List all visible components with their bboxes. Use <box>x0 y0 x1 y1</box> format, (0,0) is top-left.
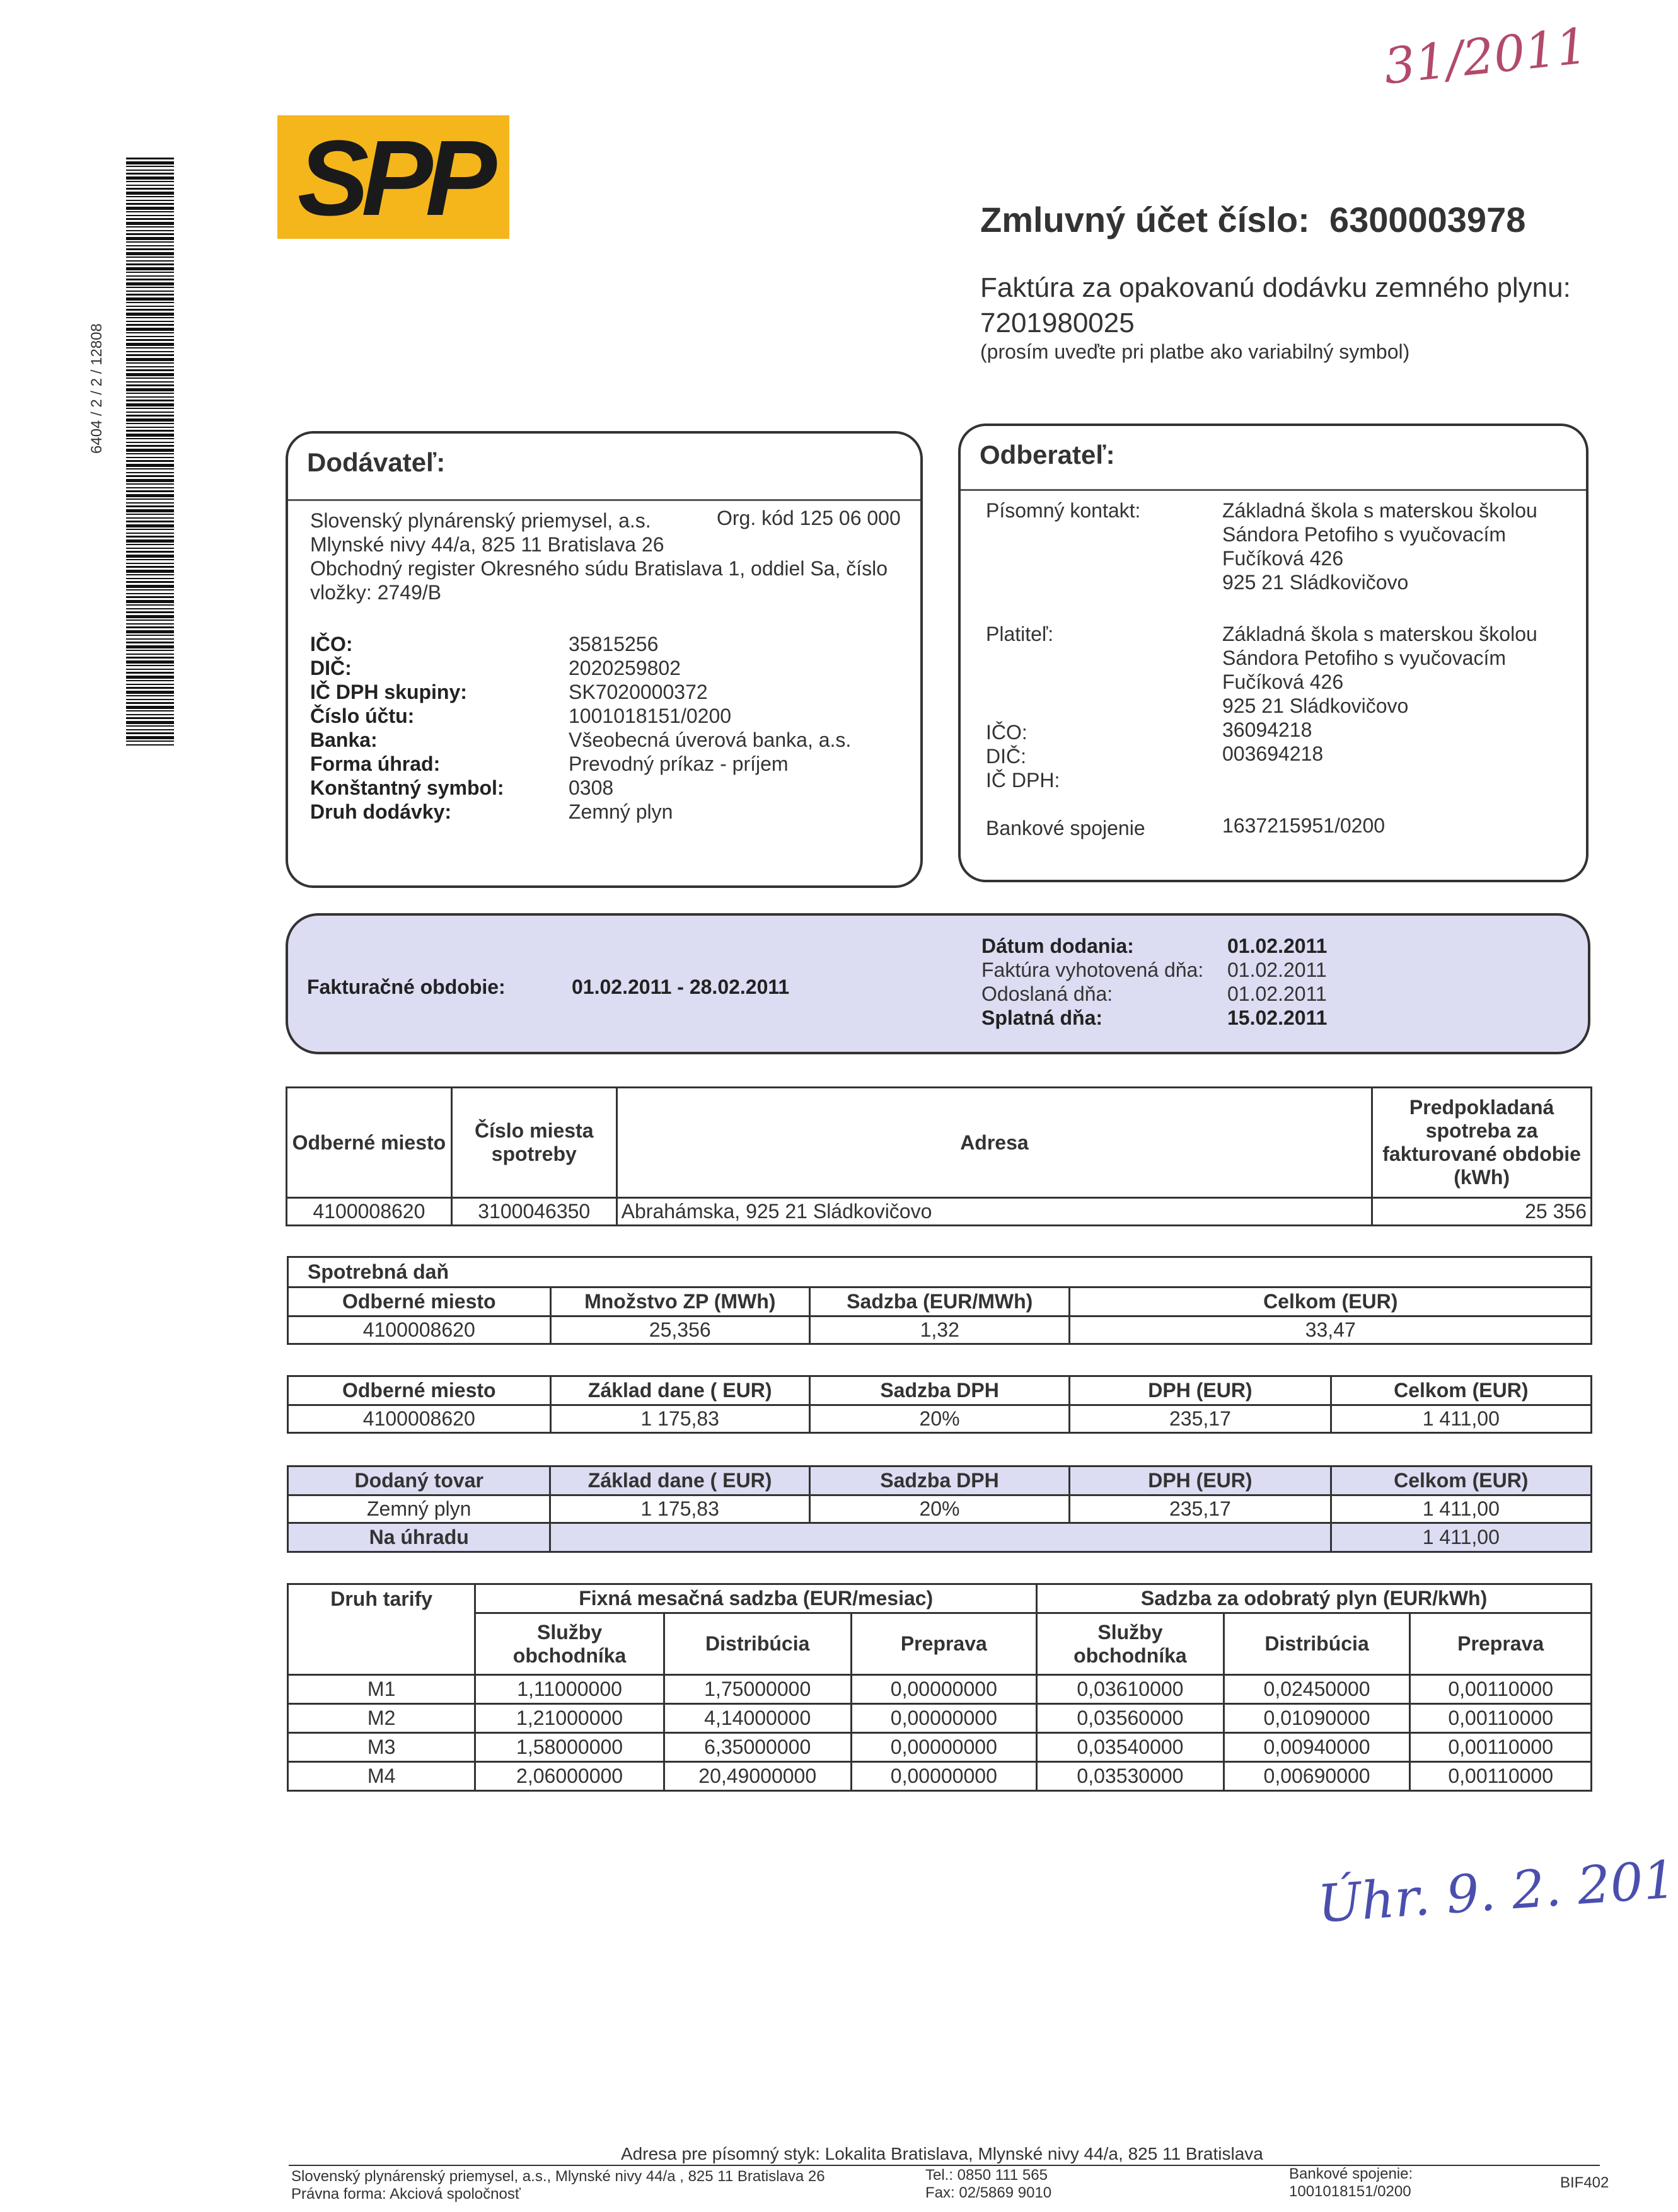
table-cell: 20% <box>809 1405 1069 1433</box>
account-label: Zmluvný účet číslo: <box>980 200 1310 239</box>
table-cell: 0,00110000 <box>1410 1762 1592 1791</box>
customer-bank-label: Bankové spojenie <box>986 817 1145 839</box>
table-cell: 0,03530000 <box>1037 1762 1224 1791</box>
col-header: Adresa <box>616 1088 1372 1198</box>
table-cell: 20% <box>809 1495 1069 1523</box>
supplier-register: Obchodný register Okresného súdu Bratislava 1, oddiel Sa, číslo <box>310 557 888 580</box>
table-cell: 1 411,00 <box>1331 1405 1591 1433</box>
col-header: Odberné miesto <box>287 1088 452 1198</box>
delivery-date-label: Dátum dodania: <box>981 935 1134 957</box>
col-header: Celkom (EUR) <box>1070 1287 1592 1316</box>
account-number: 6300003978 <box>1329 200 1526 239</box>
supplier-field-label: Banka: <box>310 729 378 751</box>
total-label: Na úhradu <box>288 1523 550 1552</box>
table-cell: 1,58000000 <box>475 1733 664 1762</box>
supplier-field-value: 35815256 <box>569 633 659 655</box>
table-cell: 1 175,83 <box>550 1495 809 1523</box>
table-cell: 0,00690000 <box>1224 1762 1410 1791</box>
customer-ico: 36094218 <box>1222 718 1312 741</box>
contact-line: Základná škola s materskou školou <box>1222 499 1537 522</box>
billing-period-box <box>286 913 1590 1054</box>
supplier-field-value: 2020259802 <box>569 657 681 679</box>
group-header-rate: Sadzba za odobratý plyn (EUR/kWh) <box>1037 1584 1592 1613</box>
col-header: Preprava <box>1410 1613 1592 1675</box>
due-date-label: Splatná dňa: <box>981 1006 1103 1029</box>
supplier-field-label: Forma úhrad: <box>310 752 441 775</box>
customer-ico-label: IČO: <box>986 721 1027 744</box>
group-header-fixed: Fixná mesačná sadzba (EUR/mesiac) <box>475 1584 1037 1613</box>
col-header: Predpokladaná spotreba za fakturované obdobie (kWh) <box>1372 1088 1592 1198</box>
table-cell: Abrahámska, 925 21 Sládkovičovo <box>616 1198 1372 1226</box>
supplier-field-label: Číslo účtu: <box>310 705 415 727</box>
customer-bank: 1637215951/0200 <box>1222 814 1386 837</box>
table-cell: 3100046350 <box>451 1198 616 1226</box>
col-header: Základ dane ( EUR) <box>550 1466 809 1495</box>
footer-form-code: BIF402 <box>1560 2174 1609 2191</box>
table-cell: M2 <box>288 1704 475 1733</box>
supplier-name: Slovenský plynárenský priemysel, a.s. <box>310 509 651 532</box>
table-cell: 235,17 <box>1070 1405 1331 1433</box>
col-header: DPH (EUR) <box>1070 1466 1331 1495</box>
supplier-title: Dodávateľ: <box>307 447 446 477</box>
payer-line: Fučíková 426 <box>1222 671 1344 693</box>
col-header: Služby obchodníka <box>1037 1613 1224 1675</box>
total-spacer <box>550 1523 1331 1552</box>
due-date: 15.02.2011 <box>1227 1006 1328 1029</box>
footer-bank: 1001018151/0200 <box>1289 2183 1411 2200</box>
col-header: Preprava <box>851 1613 1037 1675</box>
customer-dic-label: DIČ: <box>986 745 1026 768</box>
supplier-field-label: IČ DPH skupiny: <box>310 681 467 703</box>
col-header: Celkom (EUR) <box>1331 1466 1591 1495</box>
table-cell: M1 <box>288 1675 475 1704</box>
total-amount: 1 411,00 <box>1331 1523 1591 1552</box>
col-header: Distribúcia <box>664 1613 851 1675</box>
supplier-field-value: 0308 <box>569 776 614 799</box>
col-header: DPH (EUR) <box>1070 1376 1331 1405</box>
footer-fax: Fax: 02/5869 9010 <box>925 2184 1052 2201</box>
invoice-note: (prosím uveďte pri platbe ako variabilný symbol) <box>980 340 1410 363</box>
spp-logo <box>277 115 509 239</box>
table-cell: 4100008620 <box>288 1405 551 1433</box>
col-header: Odberné miesto <box>288 1376 551 1405</box>
supplier-field-value: Všeobecná úverová banka, a.s. <box>569 729 852 751</box>
table-cell: 0,00000000 <box>851 1704 1037 1733</box>
table-cell: 0,03560000 <box>1037 1704 1224 1733</box>
footer-company: Slovenský plynárenský priemysel, a.s., Mlynské nivy 44/a , 825 11 Bratislava 26 <box>291 2168 825 2185</box>
table-cell: 0,00000000 <box>851 1675 1037 1704</box>
customer-icdph-label: IČ DPH: <box>986 769 1060 792</box>
col-header-tariff: Druh tarify <box>288 1584 475 1675</box>
customer-dic: 003694218 <box>1222 742 1324 765</box>
supplier-org-code: Org. kód 125 06 000 <box>717 507 901 529</box>
table-cell: 0,03540000 <box>1037 1733 1224 1762</box>
supplier-field-label: Konštantný symbol: <box>310 776 504 799</box>
col-header: Základ dane ( EUR) <box>550 1376 809 1405</box>
table-cell: 1,75000000 <box>664 1675 851 1704</box>
table-cell: Zemný plyn <box>288 1495 550 1523</box>
tariff-table <box>287 1583 1592 1792</box>
col-header: Sadzba DPH <box>809 1466 1069 1495</box>
sent-date: 01.02.2011 <box>1227 982 1327 1005</box>
excise-title: Spotrebná daň <box>288 1257 1592 1287</box>
col-header: Sadzba (EUR/MWh) <box>809 1287 1070 1316</box>
supplier-field-value: Zemný plyn <box>569 800 673 823</box>
customer-box <box>958 423 1588 882</box>
payer-line: Sándora Petofiho s vyučovacím <box>1222 647 1507 669</box>
supplier-field-value: 1001018151/0200 <box>569 705 732 727</box>
handwritten-note-top: 31/2011 <box>1381 18 1590 96</box>
col-header: Číslo miesta spotreby <box>451 1088 616 1198</box>
barcode-number: 6404 / 2 / 2 / 12808 <box>88 323 105 454</box>
supplier-field-label: DIČ: <box>310 657 352 679</box>
table-cell: 4,14000000 <box>664 1704 851 1733</box>
handwritten-payment-note: Úhr. 9. 2. 201 <box>1316 1850 1678 1935</box>
table-cell: 20,49000000 <box>664 1762 851 1791</box>
table-cell: 4100008620 <box>288 1316 551 1344</box>
table-cell: M3 <box>288 1733 475 1762</box>
table-cell: 0,00110000 <box>1410 1675 1592 1704</box>
account-number-heading <box>980 199 1525 240</box>
billing-period-value: 01.02.2011 - 28.02.2011 <box>572 976 790 998</box>
col-header: Množstvo ZP (MWh) <box>550 1287 809 1316</box>
logo-text: SPP <box>297 118 490 238</box>
payer-label: Platiteľ: <box>986 623 1054 645</box>
col-header: Dodaný tovar <box>288 1466 550 1495</box>
table-cell: 0,02450000 <box>1224 1675 1410 1704</box>
table-cell: 0,01090000 <box>1224 1704 1410 1733</box>
supplier-register-cont: vložky: 2749/B <box>310 581 442 604</box>
supplier-box <box>286 431 923 888</box>
issue-date: 01.02.2011 <box>1227 959 1327 981</box>
table-cell: 6,35000000 <box>664 1733 851 1762</box>
table-cell: 0,00000000 <box>851 1762 1037 1791</box>
contact-line: Fučíková 426 <box>1222 547 1344 570</box>
table-cell: 33,47 <box>1070 1316 1592 1344</box>
sent-date-label: Odoslaná dňa: <box>981 982 1113 1005</box>
footer-bank-label: Bankové spojenie: <box>1289 2165 1413 2182</box>
delivery-date: 01.02.2011 <box>1227 935 1328 957</box>
invoice-number: 7201980025 <box>980 308 1135 338</box>
table-cell: 1,21000000 <box>475 1704 664 1733</box>
col-header: Služby obchodníka <box>475 1613 664 1675</box>
table-cell: 0,03610000 <box>1037 1675 1224 1704</box>
supplier-address: Mlynské nivy 44/a, 825 11 Bratislava 26 <box>310 533 664 556</box>
billing-period-label: Fakturačné obdobie: <box>307 976 506 998</box>
table-cell: M4 <box>288 1762 475 1791</box>
footer-tel: Tel.: 0850 111 565 <box>925 2167 1048 2184</box>
footer-address: Adresa pre písomný styk: Lokalita Bratislava, Mlynské nivy 44/a, 825 11 Bratislava <box>621 2144 1263 2163</box>
customer-title: Odberateľ: <box>980 440 1115 469</box>
supplier-field-value: SK7020000372 <box>569 681 708 703</box>
contact-line: Sándora Petofiho s vyučovacím <box>1222 523 1507 546</box>
table-cell: 25,356 <box>550 1316 809 1344</box>
col-header: Celkom (EUR) <box>1331 1376 1591 1405</box>
payer-line: Základná škola s materskou školou <box>1222 623 1537 645</box>
table-cell: 0,00110000 <box>1410 1733 1592 1762</box>
payer-line: 925 21 Sládkovičovo <box>1222 694 1409 717</box>
vat-table <box>287 1375 1592 1434</box>
table-cell: 1,11000000 <box>475 1675 664 1704</box>
table-cell: 4100008620 <box>287 1198 452 1226</box>
table-cell: 0,00110000 <box>1410 1704 1592 1733</box>
col-header: Sadzba DPH <box>809 1376 1069 1405</box>
table-cell: 0,00000000 <box>851 1733 1037 1762</box>
table-cell: 2,06000000 <box>475 1762 664 1791</box>
invoice-heading: Faktúra za opakovanú dodávku zemného plynu: <box>980 272 1571 303</box>
divider <box>288 499 920 501</box>
table-cell: 25 356 <box>1372 1198 1592 1226</box>
goods-table <box>287 1465 1592 1553</box>
barcode <box>126 158 174 747</box>
col-header: Distribúcia <box>1224 1613 1410 1675</box>
table-cell: 1 411,00 <box>1331 1495 1591 1523</box>
contact-line: 925 21 Sládkovičovo <box>1222 571 1409 594</box>
consumption-table <box>286 1086 1592 1226</box>
footer-legal-form: Právna forma: Akciová spoločnosť <box>291 2186 521 2203</box>
table-cell: 235,17 <box>1070 1495 1331 1523</box>
contact-label: Písomný kontakt: <box>986 499 1141 522</box>
supplier-field-value: Prevodný príkaz - príjem <box>569 752 789 775</box>
divider <box>961 489 1586 491</box>
supplier-field-label: Druh dodávky: <box>310 800 452 823</box>
table-cell: 1,32 <box>809 1316 1070 1344</box>
table-cell: 0,00940000 <box>1224 1733 1410 1762</box>
supplier-field-label: IČO: <box>310 633 353 655</box>
col-header: Odberné miesto <box>288 1287 551 1316</box>
excise-tax-table <box>287 1256 1592 1345</box>
table-cell: 1 175,83 <box>550 1405 809 1433</box>
issue-date-label: Faktúra vyhotovená dňa: <box>981 959 1204 981</box>
